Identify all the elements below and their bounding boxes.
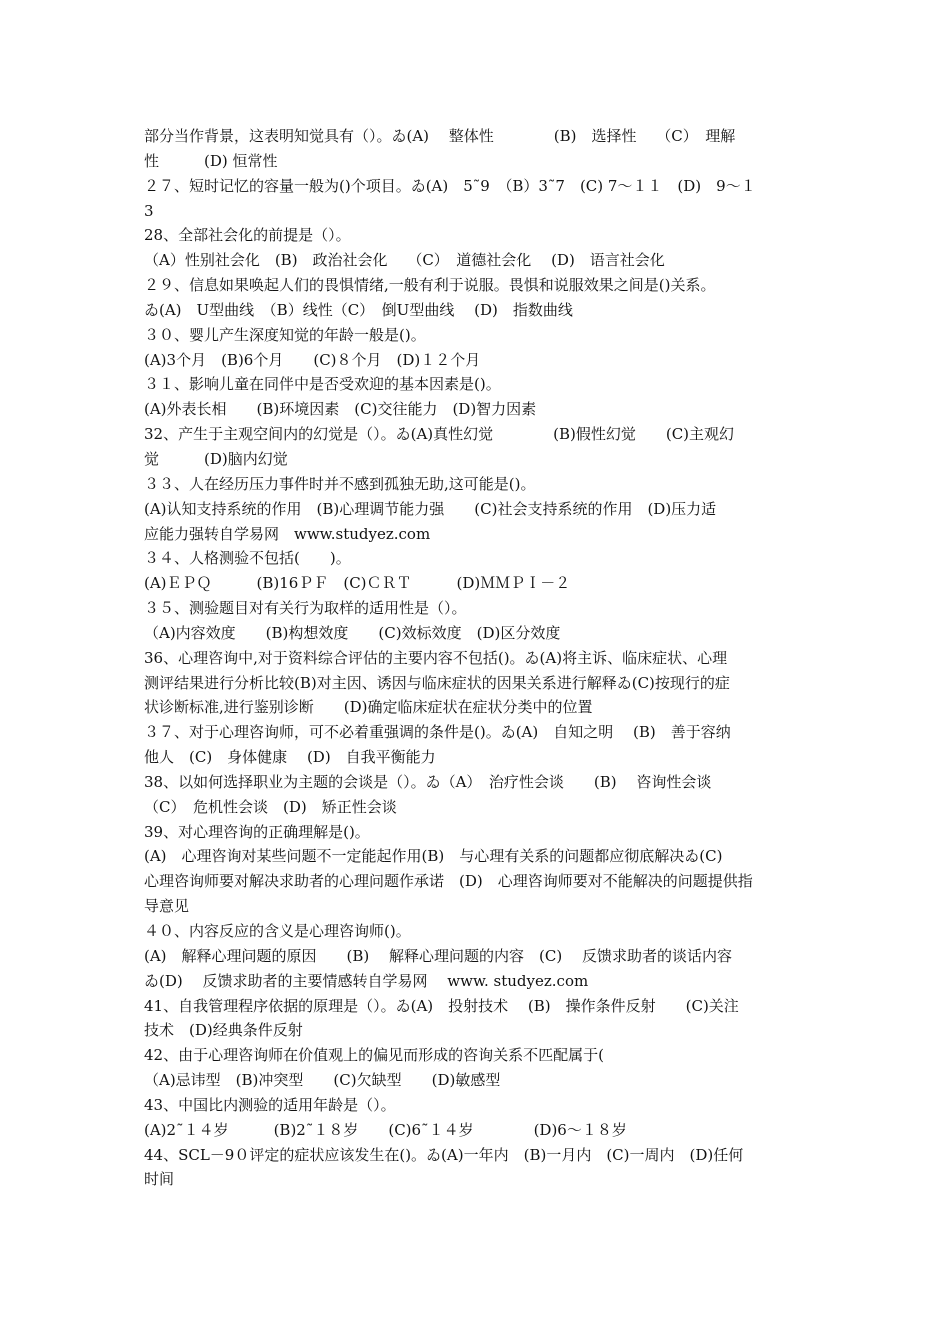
text-line: (A)3个月 (B)6个月 (C)８个月 (D)１２个月 (144, 350, 481, 369)
text-line: 时间 (144, 1170, 175, 1189)
text-line: 36、心理咨询中,对于资料综合评估的主要内容不包括()。ゐ(A)将主诉、临床症状、心理 (144, 648, 728, 667)
text-line: (A)认知支持系统的作用 (B)心理调节能力强 (C)社会支持系统的作用 (D)压力适 (144, 499, 717, 518)
text-line: （A)忌讳型 (B)冲突型 (C)欠缺型 (D)敏感型 (144, 1071, 501, 1090)
text-line: ３５、测验题目对有关行为取样的适用性是（）。 (144, 599, 467, 618)
text-line: 43、中国比内测验的适用年龄是（）。 (144, 1095, 396, 1114)
text-line: （A）性别社会化 (B) 政治社会化 （C） 道德社会化 (D) 语言社会化 (144, 251, 665, 270)
text-line: (A)ＥＰＱ (B)16ＰＦ (C)ＣＲＴ (D)ＭＭＰＩ－２ (144, 574, 571, 593)
text-line: （C） 危机性会谈 (D) 矫正性会谈 (144, 797, 397, 816)
text-line: (A)外表长相 (B)环境因素 (C)交往能力 (D)智力因素 (144, 400, 537, 419)
text-line: 他人 (C) 身体健康 (D) 自我平衡能力 (144, 748, 436, 767)
text-line: 28、全部社会化的前提是（）。 (144, 226, 351, 245)
text-line: (A)2˜１４岁 (B)2˜１８岁 (C)6˜１４岁 (D)6～１８岁 (144, 1120, 627, 1139)
text-line: 导意见 (144, 897, 190, 916)
text-line: 部分当作背景，这表明知觉具有（）。ゐ(A) 整体性 (B) 选择性 （C） 理解 (144, 127, 736, 145)
text-line: (A) 解释心理问题的原因 (B) 解释心理问题的内容 (C) 反馈求助者的谈话内容 (144, 946, 732, 965)
text-line: 性 (D) 恒常性 (144, 151, 278, 170)
text-line: ４０、内容反应的含义是心理咨询师()。 (144, 922, 411, 940)
text-line: ３０、婴儿产生深度知觉的年龄一般是()。 (144, 325, 426, 344)
text-line: ３７、对于心理咨询师，可不必着重强调的条件是()。ゐ(A) 自知之明 (B) 善于容纳 (144, 723, 731, 742)
text-line: 心理咨询师要对解决求助者的心理问题作承诺 (D) 心理咨询师要对不能解决的问题提供指 (144, 872, 753, 891)
text-line: ２９、信息如果唤起人们的畏惧情绪,一般有利于说服。畏惧和说服效果之间是()关系。 (144, 276, 716, 295)
text-line: 41、自我管理程序依据的原理是（）。ゐ(A) 投射技术 (B) 操作条件反射 (C)关注 (144, 996, 739, 1015)
text-line: ３３、人在经历压力事件时并不感到孤独无助,这可能是()。 (144, 474, 536, 493)
text-line: 应能力强转自学易网 www.studyez.com (144, 524, 431, 543)
text-line: 38、以如何选择职业为主题的会谈是（）。ゐ（A） 治疗性会谈 (B) 咨询性会谈 (144, 772, 712, 791)
text-line: ３１、影响儿童在同伴中是否受欢迎的基本因素是()。 (144, 375, 501, 394)
text-line: （A)内容效度 (B)构想效度 (C)效标效度 (D)区分效度 (144, 623, 561, 642)
exam-text-body (144, 124, 808, 1192)
text-line: ２７、短时记忆的容量一般为()个项目。ゐ(A) 5˜9 （B）3˜7 (C) 7～１１ (D) 9～１ (144, 176, 756, 195)
text-line: 32、产生于主观空间内的幻觉是（）。ゐ(A)真性幻觉 (B)假性幻觉 (C)主观幻 (144, 425, 735, 444)
text-line: 技术 (D)经典条件反射 (144, 1021, 303, 1040)
text-line: 3 (144, 201, 154, 220)
text-line: (A) 心理咨询对某些问题不一定能起作用(B) 与心理有关系的问题都应彻底解决ゐ(C) (144, 847, 723, 866)
text-line: ゐ(D) 反馈求助者的主要情感转自学易网 www. studyez.com (144, 971, 589, 990)
text-line: 测评结果进行分析比较(B)对主因、诱因与临床症状的因果关系进行解释ゐ(C)按现行的症 (144, 673, 730, 692)
text-line: ゐ(A) U型曲线 （B）线性（C） 倒U型曲线 (D) 指数曲线 (144, 300, 573, 319)
text-line: ３４、人格测验不包括( )。 (144, 549, 351, 568)
text-line: 42、由于心理咨询师在价值观上的偏见而形成的咨询关系不匹配属于( (144, 1046, 604, 1065)
text-line: 44、SCL－9０评定的症状应该发生在()。ゐ(A)一年内 (B)一月内 (C)一周内 (D)任何 (144, 1145, 744, 1164)
text-line: 状诊断标准,进行鉴别诊断 (D)确定临床症状在症状分类中的位置 (144, 698, 593, 717)
text-line: 39、对心理咨询的正确理解是()。 (144, 822, 370, 841)
text-line: 觉 (D)脑内幻觉 (144, 449, 288, 468)
